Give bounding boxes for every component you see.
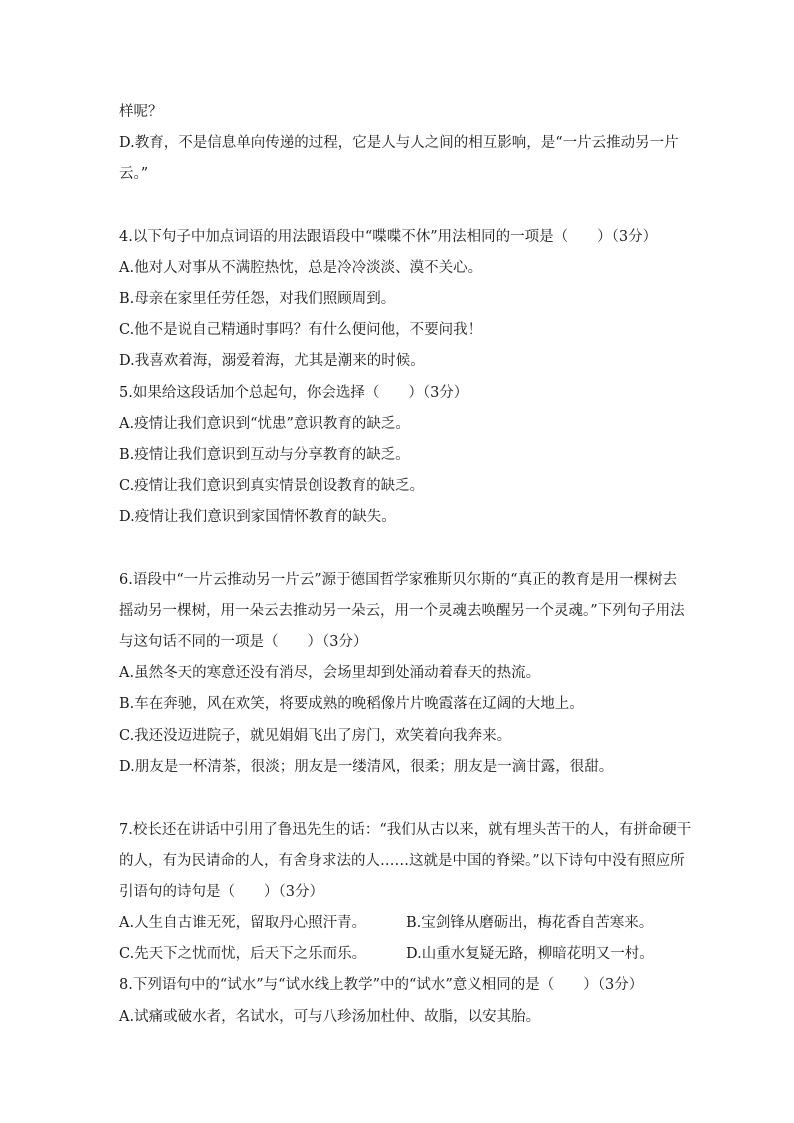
question-5-option-a: A.疫情让我们意识到“忧患”意识教育的缺乏。 (119, 416, 410, 432)
question-6-option-c: C.我还没迈进院子，就见娟娟飞出了房门，欢笑着向我奔来。 (119, 728, 512, 744)
question-6-option-a: A.虽然冬天的寒意还没有消尽，会场里却到处涌动着春天的热流。 (119, 665, 541, 681)
question-4-option-d: D.我喜欢着海，溺爱着海，尤其是潮来的时候。 (119, 353, 425, 369)
question-6-stem: 与这句话不同的一项是（ ）（3分） (119, 634, 368, 650)
question-7-option-c: C.先天下之忧而忧，后天下之乐而乐。 (119, 946, 367, 962)
question-4-option-b: B.母亲在家里任劳任怨，对我们照顾周到。 (119, 291, 396, 307)
question-7-stem: 7.校长还在讲话中引用了鲁迅先生的话：“我们从古以来，就有埋头苦干的人，有拼命硬干 (119, 822, 692, 838)
question-8-stem: 8.下列语句中的“试水”与“试水线上教学”中的“试水”意义相同的是（ ）（3分） (119, 977, 644, 993)
question-6-stem: 摇动另一棵树，用一朵云去推动另一朵云，用一个灵魂去唤醒另一个灵魂。”下列句子用法 (119, 603, 685, 619)
question-5-option-d: D.疫情让我们意识到家国情怀教育的缺失。 (119, 509, 396, 525)
question-4-option-c: C.他不是说自己精通时事吗？有什么便问他，不要问我！ (119, 322, 483, 338)
question-6-option-b: B.车在奔驰，风在欢笑，将要成熟的晚稻像片片晚霞落在辽阔的大地上。 (119, 696, 584, 712)
question-5-option-b: B.疫情让我们意识到互动与分享教育的缺乏。 (119, 447, 410, 463)
question-8-option-a: A.试痛或破水者，名试水，可与八珍汤加杜仲、故脂，以安其胎。 (119, 1009, 541, 1025)
question-7-stem: 的人，有为民请命的人，有舍身求法的人……这就是中国的脊梁。”以下诗句中没有照应所 (119, 853, 685, 869)
question-6-option-d: D.朋友是一杯清茶，很淡；朋友是一缕清风，很柔；朋友是一滴甘露，很甜。 (119, 759, 614, 775)
question-7-stem: 引语句的诗句是（ ）（3分） (119, 884, 324, 900)
text-line: D.教育，不是信息单向传递的过程，它是人与人之间的相互影响，是“一片云推动另一片 (119, 135, 679, 151)
question-7-option-a: A.人生自古谁无死，留取丹心照汗青。 (119, 915, 367, 931)
question-7-option-b: B.宝剑锋从磨砺出，梅花香自苦寒来。 (406, 915, 654, 931)
question-5-option-c: C.疫情让我们意识到真实情景创设教育的缺乏。 (119, 478, 425, 494)
question-5-stem: 5.如果给这段话加个总起句，你会选择（ ）（3分） (119, 385, 469, 401)
question-6-stem: 6.语段中“一片云推动另一片云”源于德国哲学家雅斯贝尔斯的“真正的教育是用一棵树去 (119, 572, 678, 588)
question-4-stem: 4.以下句子中加点词语的用法跟语段中“喋喋不休”用法相同的一项是（ ）（3分） (119, 229, 658, 245)
text-line: 云。” (119, 166, 149, 182)
text-line: 样呢？ (119, 104, 163, 120)
question-7-option-d: D.山重水复疑无路，柳暗花明又一村。 (406, 946, 654, 962)
question-4-option-a: A.他对人对事从不满腔热忱，总是冷冷淡淡、漠不关心。 (119, 260, 483, 276)
